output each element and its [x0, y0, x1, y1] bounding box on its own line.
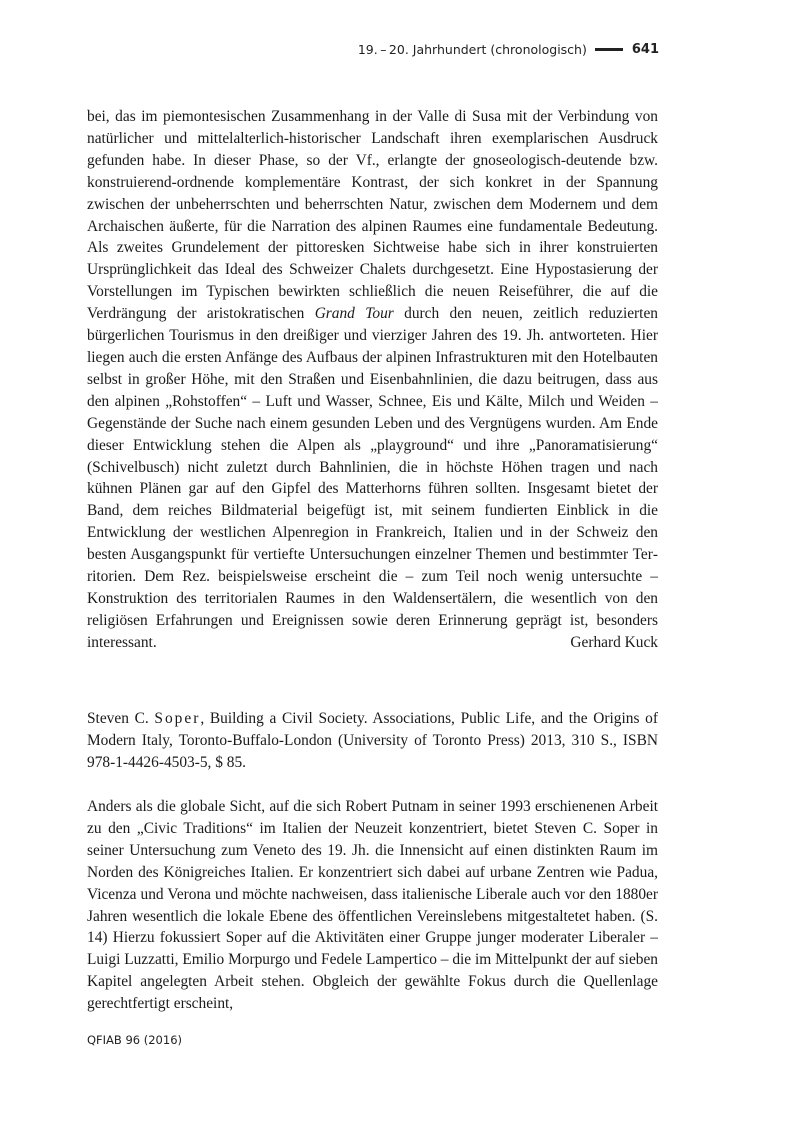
- author-first-name: Steven C.: [87, 710, 155, 727]
- review-body: [87, 796, 658, 1015]
- section-title: 19. – 20. Jahrhundert (chronologisch): [357, 42, 587, 57]
- journal-footer: QFIAB 96 (2016): [87, 1033, 182, 1047]
- review-paragraph: [87, 106, 658, 654]
- author-surname: Soper: [154, 710, 201, 727]
- review-continuation: [87, 106, 658, 654]
- bibliographic-text: [87, 708, 658, 774]
- paragraph-text: durch den neuen, zeitlich reduzierten bürgerlichen Tourismus in den dreißiger und vierziger Jahren des 19. Jh. antworteten. Hier liegen auch die ersten Anfänge des Aufbaus der alpinen Infrastrukturen mit den Hotelbauten selbst in großer Höhe, mit den Straßen und Eisenbahnlinien, die dazu beitrugen, dass aus den alpinen „Rohstoffen“ – Luft und Wasser, Schnee, Eis und Kälte, Milch und Weiden – Gegenstände der Suche nach einem gesunden Leben und des Vergnügens wurden. Am Ende dieser Entwicklung stehen die Alpen als „playground“ und ihre „Panoramatisierung“ (Schivelbusch) nicht zuletzt durch Bahnlinien, die in höchste Höhen tragen und nach kühnen Plänen gar auf den Gipfel des Matterhorns führen sollten. Insgesamt bietet der Band, dem reiches Bildmaterial beigefügt ist, mit seinem fundierten Einblick in die Entwicklung der westlichen Alpenregion in Frankreich, Italien und in der Schweiz den besten Ausgangspunkt für vertiefte Untersuchungen einzelner Themen und bestimmter Territorien. Dem Rez. beispielsweise erscheint die – zum Teil noch wenig untersuchte – Konstruktion des territorialen Raumes in den Waldensertälern, die wesentlich von den religiösen Erfahrungen und Ereignissen sowie deren Erinnerung geprägt ist, besonders interessant.: [87, 305, 658, 651]
- bibliographic-entry: [87, 708, 658, 774]
- paragraph-text: bei, das im piemontesischen Zusammenhang in der Valle di Susa mit der Verbindung von natürlicher und mittelalterlich-historischer Landschaft ihren exemplarischen Ausdruck gefunden habe. In dieser Phase, so der Vf., erlangte der gnoseologisch-deutende bzw. konstruierend-ordnende komplementäre Kontrast, der sich konkret in der Spannung zwischen der unbeherrschten und beherrschten Natur, zwischen dem Modernem und dem Archaischen äußerte, für die Narration des alpinen Raumes eine fundamentale Bedeutung. Als zweites Grundelement der pittoresken Sichtweise habe sich in ihrer konstruierten Ursprünglichkeit das Ideal des Schweizer Chalets durchgesetzt. Eine Hypostasierung der Vorstellungen im Typischen bewirkten schließlich die neuen Reiseführer, die auf die Verdrängung der aristokratischen: [87, 108, 658, 323]
- page-number: 641: [631, 42, 659, 57]
- header-rule: [595, 48, 623, 51]
- italic-term: Grand Tour: [314, 305, 394, 323]
- reviewer-signature: Gerhard Kuck: [570, 633, 658, 651]
- book-citation: , Building a Civil Society. Associations, Public Life, and the Origins of Modern Italy, Toronto-Buffalo-London (University of Toronto Press) 2013, 310 S., ISBN 978-1-4426-4503-5, $ 85.: [87, 710, 658, 771]
- running-head: [358, 42, 659, 57]
- review-paragraph: Anders als die globale Sicht, auf die sich Robert Putnam in seiner 1993 erschienenen Arbeit zu den „Civic Traditions“ im Italien der Neuzeit konzentriert, bietet Steven C. Soper in seiner Untersuchung zum Veneto des 19. Jh. die Innensicht auf einen distinkten Raum im Norden des Königreiches Italien. Er konzentriert sich dabei auf urbane Zentren wie Padua, Vicenza und Verona und möchte nachweisen, dass italienische Liberale auch vor den 1880er Jahren wesentlich die lokale Ebene des öffentlichen Vereinslebens mitgestaltetet haben. (S. 14) Hierzu fokussiert Soper auf die Aktivitäten einer Gruppe junger moderater Liberaler – Luigi Luzzatti, Emilio Morpurgo und Fedele Lampertico – die im Mittelpunkt der auf sieben Kapitel angelegten Arbeit stehen. Obgleich der gewählte Fokus durch die Quellenlage gerechtfertigt erscheint,: [87, 798, 658, 1013]
